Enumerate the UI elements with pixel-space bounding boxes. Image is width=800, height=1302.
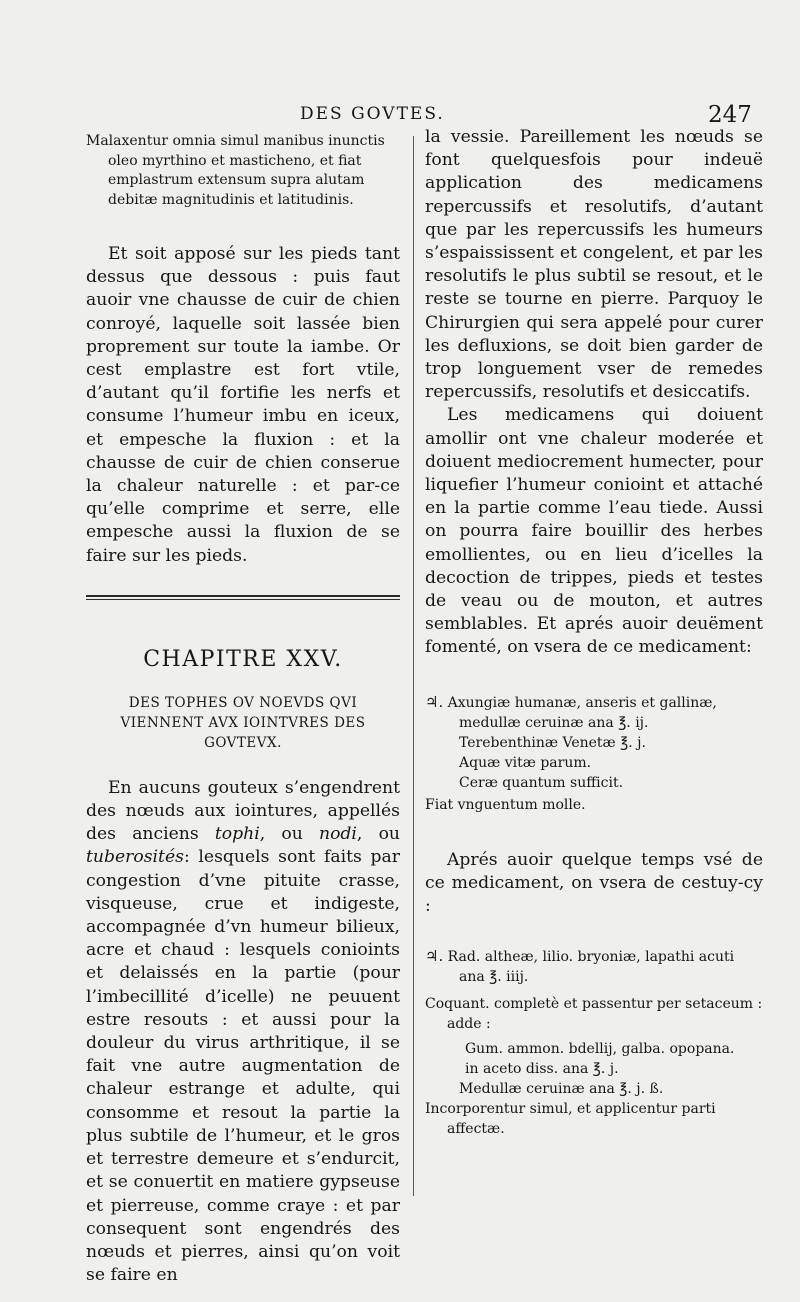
recipe-symbol: ♃.	[425, 947, 444, 966]
text-run: , ou	[259, 824, 319, 845]
recipe-line	[425, 946, 763, 967]
italic-term: tophi	[214, 824, 260, 845]
italic-term: nodi	[319, 824, 357, 845]
text-run: En aucuns gouteux s’engendrent des nœuds aux iointures, appellés des anciens	[86, 777, 400, 845]
recipe-line: Medullæ ceruinæ ana ℥. j. ß.	[459, 1081, 664, 1098]
recipe-line: Aquæ vitæ parum.	[459, 754, 592, 771]
latin-recipe: Malaxentur omnia simul manibus inunctis oleo myrthino et masticheno, et fiat emplastrum extensum supra alutam debitæ magnitudinis et latitudinis.	[86, 133, 385, 208]
paragraph: la vessie. Pareillement les nœuds se font quelquesfois pour indeuë application des medicamens repercussifs et resolutifs, d’autant que par les repercussifs les humeurs s’espaississent et congelent, et par les resolutifs le plus subtil se resout, et le reste se tourne en pierre. Parquoy le Chirurgien qui sera appelé pour curer les defluxions, se doit bien garder de trop longuement vser de remedes repercussifs, resolutifs et desiccatifs.	[425, 127, 763, 403]
running-head: DES GOVTES.	[300, 104, 445, 124]
chapter-subtitle: DES TOPHES OV NOEVDS QVI VIENNENT AVX IOINTVRES DES GOVTEVX.	[120, 694, 366, 751]
recipe-line: Gum. ammon. bdellij, galba. opopana.	[465, 1041, 735, 1058]
paragraph: Et soit apposé sur les pieds tant dessus que dessous : puis faut auoir vne chausse de cuir de chien conroyé, laquelle soit lassée bien proprement sur toute la iambe. Or cest emplastre est fort vtile, d’autant qu’il fortifie les nerfs et consume l’humeur imbu en iceux, et empesche la fluxion : et la chausse de cuir de chien conserue la chaleur naturelle : et par-ce qu’elle comprime et serre, elle empesche aussi la fluxion de se faire sur les pieds.	[86, 244, 400, 566]
double-rule	[86, 595, 400, 603]
recipe-line: Ceræ quantum sufficit.	[459, 774, 624, 791]
column-divider	[413, 136, 414, 1196]
rule-thick	[86, 595, 400, 597]
italic-term: tuberosités	[86, 847, 184, 868]
recipe-line: ana ℥. iiij.	[459, 969, 529, 986]
paragraph: Les medicamens qui doiuent amollir ont vne chaleur moderée et doiuent mediocrement humecter, pour liquefier l’humeur conioint et attaché en la partie comme l’eau tiede. Aussi on pourra faire bouillir des herbes emollientes, ou en lieu d’icelles la decoction de trippes, pieds et testes de veau ou de mouton, et autres semblables. Et aprés auoir deuëment fomenté, on vsera de ce medicament:	[425, 405, 763, 658]
recipe-1	[425, 692, 763, 815]
page-number: 247	[708, 102, 752, 128]
right-column	[425, 126, 763, 1139]
recipe-2	[425, 946, 763, 1139]
recipe-text: Axungiæ humanæ, anseris et gallinæ,	[447, 694, 717, 711]
recipe-line: in aceto diss. ana ℥. j.	[465, 1061, 619, 1078]
text-run: : lesquels sont faits par congestion d’vne pituite crasse, visqueuse, crue et indigeste, accompagnée d’vn humeur bilieux, acre et chaud : lesquels conioints et delaissés en la partie (pour l’imbecillité d’icelle) ne peuuent estre resouts : et aussi pour la douleur du virus arthritique, il se fait vne autre augmentation de chaleur estrange et adulte, qui consomme et resout la partie la plus subtile de l’humeur, et le gros et terrestre demeure et s’endurcit, et se conuertit en matiere gypseuse et pierreuse, comme craye : et par consequent sont engendrés des nœuds et pierres, ainsi qu’on voit se faire en	[86, 847, 400, 1286]
recipe-instruction: Fiat vnguentum molle.	[425, 796, 586, 813]
paragraph: Aprés auoir quelque temps vsé de ce medicament, on vsera de cestuy-cy :	[425, 849, 763, 917]
recipe-instruction: Coquant. completè et passentur per setaceum : adde :	[425, 996, 763, 1033]
text-run: , ou	[356, 824, 400, 845]
chapter-paragraph	[86, 777, 400, 1287]
chapter-title: CHAPITRE XXV.	[143, 646, 343, 672]
rule-thin	[86, 599, 400, 600]
recipe-line: medullæ ceruinæ ana ℥. ij.	[459, 714, 649, 731]
recipe-symbol: ♃.	[425, 692, 444, 711]
recipe-line	[425, 692, 763, 713]
recipe-instruction: Incorporentur simul, et applicentur parti affectæ.	[425, 1101, 716, 1138]
recipe-text: Rad. altheæ, lilio. bryoniæ, lapathi acuti	[447, 949, 735, 966]
left-column	[86, 126, 400, 1287]
recipe-line: Terebenthinæ Venetæ ℥. j.	[459, 734, 646, 751]
